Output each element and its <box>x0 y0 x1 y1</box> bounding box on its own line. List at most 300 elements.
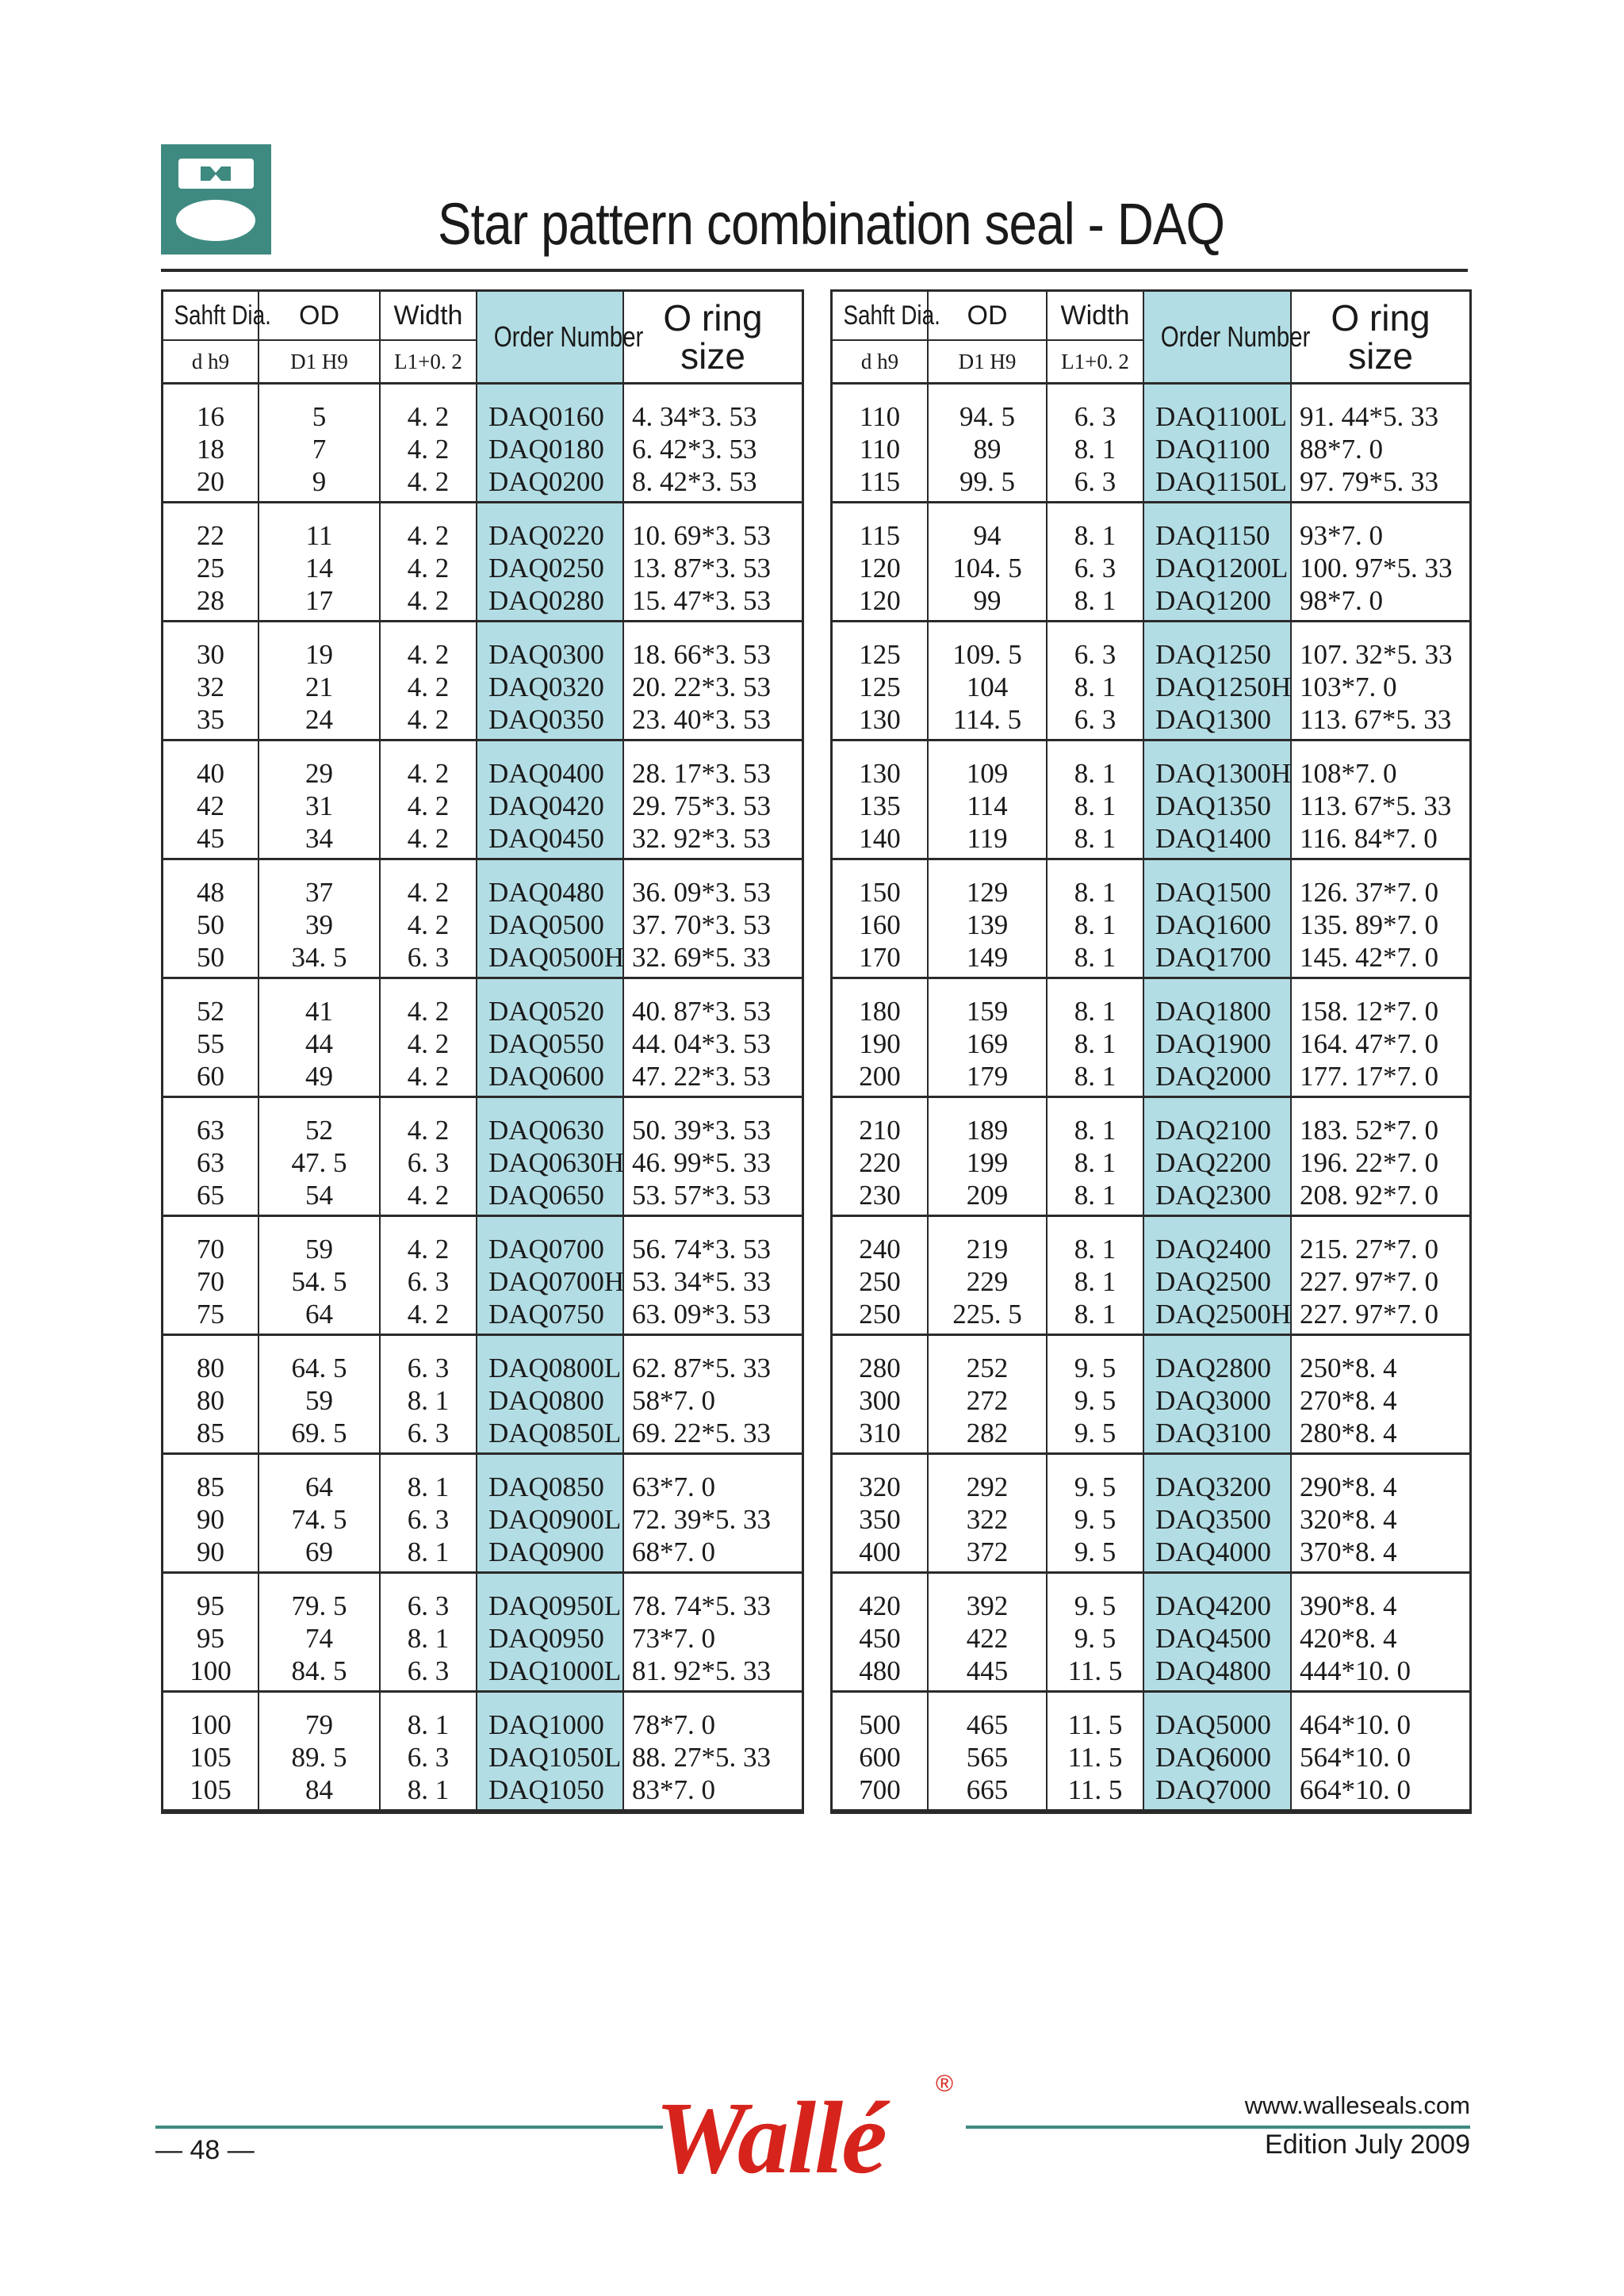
od-value: 14 <box>305 553 333 584</box>
od-value: 169 <box>966 1028 1009 1059</box>
cell-width <box>380 1216 477 1335</box>
od-value: 179 <box>966 1061 1009 1092</box>
cell-oring <box>623 1216 802 1335</box>
cell-width <box>1047 503 1143 622</box>
shaft-value: 65 <box>197 1180 224 1211</box>
subheader-od: D1 H9 <box>928 340 1047 384</box>
shaft-value: 95 <box>197 1623 224 1654</box>
oring-value: 227. 97*7. 0 <box>1300 1299 1438 1330</box>
width-value: 4. 2 <box>407 1028 450 1059</box>
order-value: DAQ0750 <box>488 1299 604 1330</box>
width-value: 4. 2 <box>407 758 450 789</box>
od-value: 74. 5 <box>291 1504 347 1535</box>
shaft-value: 250 <box>859 1299 901 1330</box>
seal-product-icon <box>161 144 271 254</box>
od-value: 292 <box>966 1471 1009 1502</box>
cell-oring <box>623 1692 802 1811</box>
width-value: 11. 5 <box>1067 1655 1123 1686</box>
order-value: DAQ1800 <box>1155 996 1271 1027</box>
width-value: 4. 2 <box>407 520 450 551</box>
cell-oring <box>623 1573 802 1692</box>
od-value: 372 <box>966 1536 1009 1567</box>
od-value: 159 <box>966 996 1009 1027</box>
cell-oring <box>1291 622 1469 740</box>
order-value: DAQ0200 <box>488 466 604 497</box>
cell-shaft <box>833 622 928 740</box>
shaft-value: 280 <box>859 1353 901 1383</box>
od-value: 252 <box>966 1353 1009 1383</box>
width-value: 8. 1 <box>407 1709 450 1740</box>
oring-value: 370*8. 4 <box>1300 1536 1397 1567</box>
order-value: DAQ7000 <box>1155 1774 1271 1805</box>
table-row <box>163 859 802 978</box>
cell-order <box>1143 1335 1291 1454</box>
table-row <box>163 384 802 503</box>
od-value: 89 <box>973 434 1002 465</box>
order-value: DAQ4800 <box>1155 1655 1271 1686</box>
oring-value: 68*7. 0 <box>632 1536 715 1567</box>
order-value: DAQ1600 <box>1155 909 1271 940</box>
order-value: DAQ5000 <box>1155 1709 1271 1740</box>
table-row <box>833 740 1469 859</box>
cell-oring <box>1291 1216 1469 1335</box>
width-value: 8. 1 <box>1074 434 1116 465</box>
cell-od <box>928 1692 1047 1811</box>
oring-value: 32. 92*3. 53 <box>632 823 771 854</box>
od-value: 64 <box>305 1299 333 1330</box>
oring-value: 227. 97*7. 0 <box>1300 1266 1438 1297</box>
width-value: 8. 1 <box>1074 758 1116 789</box>
order-value: DAQ0500H <box>488 942 625 973</box>
oring-value: 97. 79*5. 33 <box>1300 466 1438 497</box>
cell-od <box>928 978 1047 1097</box>
oring-value: 280*8. 4 <box>1300 1418 1397 1448</box>
oring-value: 36. 09*3. 53 <box>632 877 771 908</box>
order-value: DAQ0220 <box>488 520 604 551</box>
oring-value: 390*8. 4 <box>1300 1590 1397 1621</box>
shaft-value: 70 <box>197 1234 224 1265</box>
cell-order <box>1143 1216 1291 1335</box>
row-group <box>833 978 1469 1097</box>
width-value: 6. 3 <box>407 1590 450 1621</box>
oring-value: 44. 04*3. 53 <box>632 1028 771 1059</box>
order-value: DAQ2200 <box>1155 1147 1271 1178</box>
cell-order <box>1143 740 1291 859</box>
subheader-width: L1+0. 2 <box>380 340 477 384</box>
cell-od <box>928 859 1047 978</box>
cell-shaft <box>163 384 259 503</box>
row-group <box>833 1454 1469 1573</box>
width-value: 9. 5 <box>1074 1623 1116 1654</box>
page-number: — 48 — <box>155 2135 255 2165</box>
od-value: 114. 5 <box>952 704 1022 735</box>
oring-value: 62. 87*5. 33 <box>632 1353 771 1383</box>
order-value: DAQ3500 <box>1155 1504 1271 1535</box>
cell-oring <box>1291 1097 1469 1216</box>
width-value: 4. 2 <box>407 1180 450 1211</box>
od-value: 79 <box>305 1709 333 1740</box>
oring-value: 63*7. 0 <box>632 1471 715 1502</box>
oring-value: 72. 39*5. 33 <box>632 1504 771 1535</box>
cell-oring <box>1291 859 1469 978</box>
shaft-value: 22 <box>197 520 224 551</box>
row-group <box>833 622 1469 740</box>
cell-od <box>928 622 1047 740</box>
shaft-value: 28 <box>197 585 224 616</box>
oring-value: 250*8. 4 <box>1300 1353 1397 1383</box>
width-value: 4. 2 <box>407 996 450 1027</box>
oring-value: 270*8. 4 <box>1300 1385 1397 1416</box>
oring-value: 18. 66*3. 53 <box>632 639 771 670</box>
cell-order <box>1143 1573 1291 1692</box>
cell-shaft <box>833 1454 928 1573</box>
shaft-value: 300 <box>859 1385 901 1416</box>
od-value: 84 <box>305 1774 333 1805</box>
width-value: 6. 3 <box>1074 466 1116 497</box>
oring-value: 73*7. 0 <box>632 1623 715 1654</box>
order-value: DAQ0160 <box>488 401 604 432</box>
row-group <box>833 1216 1469 1335</box>
oring-value: 37. 70*3. 53 <box>632 909 771 940</box>
row-group <box>163 740 802 859</box>
width-value: 4. 2 <box>407 909 450 940</box>
table-row <box>163 1454 802 1573</box>
shaft-value: 135 <box>859 790 901 821</box>
order-value: DAQ0850L <box>488 1418 622 1448</box>
order-value: DAQ1100L <box>1155 401 1287 432</box>
od-value: 392 <box>966 1590 1009 1621</box>
shaft-value: 170 <box>859 942 901 973</box>
order-value: DAQ0350 <box>488 704 604 735</box>
od-value: 41 <box>305 996 333 1027</box>
shaft-value: 180 <box>859 996 901 1027</box>
shaft-value: 120 <box>859 585 901 616</box>
od-value: 104. 5 <box>952 553 1022 584</box>
row-group <box>163 622 802 740</box>
cell-width <box>380 384 477 503</box>
cell-od <box>928 1454 1047 1573</box>
od-value: 114 <box>967 790 1008 821</box>
width-value: 8. 1 <box>1074 1234 1116 1265</box>
cell-order <box>477 1573 623 1692</box>
od-value: 94 <box>973 520 1002 551</box>
od-value: 24 <box>305 704 333 735</box>
order-value: DAQ3000 <box>1155 1385 1271 1416</box>
table-row <box>163 1573 802 1692</box>
oring-value: 83*7. 0 <box>632 1774 715 1805</box>
cell-width <box>1047 1692 1143 1811</box>
width-value: 11. 5 <box>1067 1742 1123 1773</box>
width-value: 4. 2 <box>407 790 450 821</box>
oring-value: 13. 87*3. 53 <box>632 553 771 584</box>
cell-od <box>928 384 1047 503</box>
od-value: 89. 5 <box>291 1742 347 1773</box>
oring-value: 29. 75*3. 53 <box>632 790 771 821</box>
od-value: 199 <box>966 1147 1009 1178</box>
cell-width <box>1047 859 1143 978</box>
cell-shaft <box>833 978 928 1097</box>
width-value: 6. 3 <box>407 1147 450 1178</box>
shaft-value: 600 <box>859 1742 901 1773</box>
cell-width <box>380 1454 477 1573</box>
seal-table-left <box>163 292 802 1812</box>
od-value: 69 <box>305 1536 333 1567</box>
oring-value: 8. 42*3. 53 <box>632 466 757 497</box>
header-od: OD <box>259 292 380 340</box>
cell-order <box>477 384 623 503</box>
oring-value: 564*10. 0 <box>1300 1742 1411 1773</box>
edition-date: Edition July 2009 <box>1265 2130 1470 2160</box>
oring-value: 664*10. 0 <box>1300 1774 1411 1805</box>
table-row <box>163 1216 802 1335</box>
width-value: 4. 2 <box>407 466 450 497</box>
width-value: 8. 1 <box>407 1774 450 1805</box>
cell-width <box>380 503 477 622</box>
width-value: 9. 5 <box>1074 1536 1116 1567</box>
od-value: 282 <box>966 1418 1009 1448</box>
shaft-value: 115 <box>859 466 901 497</box>
shaft-value: 150 <box>859 877 901 908</box>
od-value: 209 <box>966 1180 1009 1211</box>
cell-order <box>477 1216 623 1335</box>
shaft-value: 80 <box>197 1353 224 1383</box>
order-value: DAQ1300H <box>1155 758 1292 789</box>
shaft-value: 190 <box>859 1028 901 1059</box>
width-value: 6. 3 <box>407 1353 450 1383</box>
shaft-value: 50 <box>197 909 224 940</box>
oring-value: 69. 22*5. 33 <box>632 1418 771 1448</box>
oring-value: 196. 22*7. 0 <box>1300 1147 1438 1178</box>
width-value: 8. 1 <box>1074 1180 1116 1211</box>
table-row <box>833 1454 1469 1573</box>
cell-width <box>1047 384 1143 503</box>
oring-value: 40. 87*3. 53 <box>632 996 771 1027</box>
od-value: 19 <box>305 639 333 670</box>
od-value: 119 <box>967 823 1008 854</box>
shaft-value: 250 <box>859 1266 901 1297</box>
od-value: 272 <box>966 1385 1009 1416</box>
od-value: 7 <box>312 434 327 465</box>
page-title: Star pattern combination seal - DAQ <box>438 191 1225 257</box>
shaft-value: 240 <box>859 1234 901 1265</box>
title-divider <box>161 269 1468 272</box>
table-row <box>163 978 802 1097</box>
order-value: DAQ1900 <box>1155 1028 1271 1059</box>
order-value: DAQ1300 <box>1155 704 1271 735</box>
od-value: 21 <box>305 672 333 702</box>
shaft-value: 105 <box>190 1742 232 1773</box>
width-value: 6. 3 <box>407 1655 450 1686</box>
cell-order <box>1143 1454 1291 1573</box>
table-row <box>833 1097 1469 1216</box>
table-row <box>163 503 802 622</box>
width-value: 8. 1 <box>1074 877 1116 908</box>
row-group <box>833 503 1469 622</box>
cell-order <box>1143 503 1291 622</box>
shaft-value: 52 <box>197 996 224 1027</box>
width-value: 4. 2 <box>407 434 450 465</box>
order-value: DAQ4200 <box>1155 1590 1271 1621</box>
cell-order <box>477 1454 623 1573</box>
order-value: DAQ1250 <box>1155 639 1271 670</box>
width-value: 4. 2 <box>407 1299 450 1330</box>
oring-value: 183. 52*7. 0 <box>1300 1115 1438 1146</box>
od-value: 52 <box>305 1115 333 1146</box>
cell-oring <box>623 384 802 503</box>
cell-od <box>928 1097 1047 1216</box>
cell-shaft <box>833 1573 928 1692</box>
cell-shaft <box>163 1335 259 1454</box>
table-row <box>163 622 802 740</box>
oring-value: 108*7. 0 <box>1300 758 1397 789</box>
od-value: 189 <box>966 1115 1009 1146</box>
order-value: DAQ0630H <box>488 1147 625 1178</box>
cell-oring <box>1291 1454 1469 1573</box>
od-value: 229 <box>966 1266 1009 1297</box>
shaft-value: 310 <box>859 1418 901 1448</box>
table-row <box>833 859 1469 978</box>
shaft-value: 80 <box>197 1385 224 1416</box>
header-width: Width <box>380 292 477 340</box>
row-group <box>833 1573 1469 1692</box>
shaft-value: 125 <box>859 639 901 670</box>
header-shaft: Sahft Dia. <box>833 292 928 340</box>
cell-od <box>928 1573 1047 1692</box>
cell-oring <box>623 978 802 1097</box>
oring-value: 88*7. 0 <box>1300 434 1383 465</box>
width-value: 8. 1 <box>407 1536 450 1567</box>
oring-value: 58*7. 0 <box>632 1385 715 1416</box>
order-value: DAQ0800L <box>488 1353 622 1383</box>
od-value: 54. 5 <box>291 1266 347 1297</box>
order-value: DAQ1400 <box>1155 823 1271 854</box>
table-row <box>833 1216 1469 1335</box>
oring-value: 15. 47*3. 53 <box>632 585 771 616</box>
oring-value: 464*10. 0 <box>1300 1709 1411 1740</box>
oring-value: 113. 67*5. 33 <box>1300 704 1452 735</box>
cell-shaft <box>833 503 928 622</box>
shaft-value: 160 <box>859 909 901 940</box>
row-group <box>833 1692 1469 1811</box>
shaft-value: 25 <box>197 553 224 584</box>
od-value: 74 <box>305 1623 333 1654</box>
width-value: 6. 3 <box>1074 704 1116 735</box>
shaft-value: 70 <box>197 1266 224 1297</box>
shaft-value: 115 <box>859 520 901 551</box>
table-row <box>833 1692 1469 1811</box>
shaft-value: 48 <box>197 877 224 908</box>
order-value: DAQ0180 <box>488 434 604 465</box>
oring-value: 116. 84*7. 0 <box>1300 823 1438 854</box>
order-value: DAQ2500 <box>1155 1266 1271 1297</box>
shaft-value: 30 <box>197 639 224 670</box>
order-value: DAQ0400 <box>488 758 604 789</box>
shaft-value: 120 <box>859 553 901 584</box>
oring-value: 320*8. 4 <box>1300 1504 1397 1535</box>
cell-order <box>477 978 623 1097</box>
od-value: 34. 5 <box>291 942 347 973</box>
shaft-value: 45 <box>197 823 224 854</box>
width-value: 9. 5 <box>1074 1418 1116 1448</box>
cell-shaft <box>833 1692 928 1811</box>
width-value: 6. 3 <box>407 1742 450 1773</box>
order-value: DAQ2400 <box>1155 1234 1271 1265</box>
width-value: 6. 3 <box>407 1418 450 1448</box>
subheader-shaft: d h9 <box>163 340 259 384</box>
table-row <box>163 1692 802 1811</box>
oring-value: 158. 12*7. 0 <box>1300 996 1438 1027</box>
cell-oring <box>623 1335 802 1454</box>
header-width: Width <box>1047 292 1143 340</box>
order-value: DAQ0300 <box>488 639 604 670</box>
order-value: DAQ0500 <box>488 909 604 940</box>
cell-shaft <box>163 1454 259 1573</box>
order-value: DAQ0950 <box>488 1623 604 1654</box>
oring-value: 28. 17*3. 53 <box>632 758 771 789</box>
order-value: DAQ1700 <box>1155 942 1271 973</box>
width-value: 4. 2 <box>407 639 450 670</box>
od-value: 59 <box>305 1385 333 1416</box>
oring-value: 113. 67*5. 33 <box>1300 790 1452 821</box>
width-value: 8. 1 <box>1074 1028 1116 1059</box>
width-value: 4. 2 <box>407 823 450 854</box>
cell-od <box>259 740 380 859</box>
oring-value: 4. 34*3. 53 <box>632 401 757 432</box>
cell-width <box>380 978 477 1097</box>
shaft-value: 90 <box>197 1536 224 1567</box>
cell-oring <box>623 622 802 740</box>
od-value: 219 <box>966 1234 1009 1265</box>
order-value: DAQ1350 <box>1155 790 1271 821</box>
cell-od <box>259 1454 380 1573</box>
width-value: 4. 2 <box>407 877 450 908</box>
cell-oring <box>1291 1335 1469 1454</box>
cell-order <box>477 1335 623 1454</box>
order-value: DAQ0900 <box>488 1536 604 1567</box>
od-value: 445 <box>966 1655 1009 1686</box>
cell-width <box>1047 1454 1143 1573</box>
width-value: 4. 2 <box>407 1115 450 1146</box>
od-value: 64. 5 <box>291 1353 347 1383</box>
oring-value: 91. 44*5. 33 <box>1300 401 1438 432</box>
cell-order <box>477 859 623 978</box>
row-group <box>163 1216 802 1335</box>
order-value: DAQ0950L <box>488 1590 622 1621</box>
width-value: 4. 2 <box>407 672 450 702</box>
cell-width <box>1047 1216 1143 1335</box>
oring-value: 93*7. 0 <box>1300 520 1383 551</box>
shaft-value: 60 <box>197 1061 224 1092</box>
cell-shaft <box>163 1216 259 1335</box>
oring-value: 32. 69*5. 33 <box>632 942 771 973</box>
oring-value: 63. 09*3. 53 <box>632 1299 771 1330</box>
order-value: DAQ0480 <box>488 877 604 908</box>
width-value: 8. 1 <box>1074 909 1116 940</box>
width-value: 8. 1 <box>1074 996 1116 1027</box>
oring-value: 50. 39*3. 53 <box>632 1115 771 1146</box>
website-link[interactable]: www.walleseals.com <box>1244 2091 1470 2119</box>
order-value: DAQ0600 <box>488 1061 604 1092</box>
row-group <box>833 740 1469 859</box>
oring-value: 56. 74*3. 53 <box>632 1234 771 1265</box>
oring-value: 53. 57*3. 53 <box>632 1180 771 1211</box>
width-value: 11. 5 <box>1067 1709 1123 1740</box>
width-value: 9. 5 <box>1074 1385 1116 1416</box>
width-value: 8. 1 <box>1074 790 1116 821</box>
cell-od <box>259 384 380 503</box>
order-value: DAQ1200 <box>1155 585 1271 616</box>
cell-shaft <box>163 1573 259 1692</box>
